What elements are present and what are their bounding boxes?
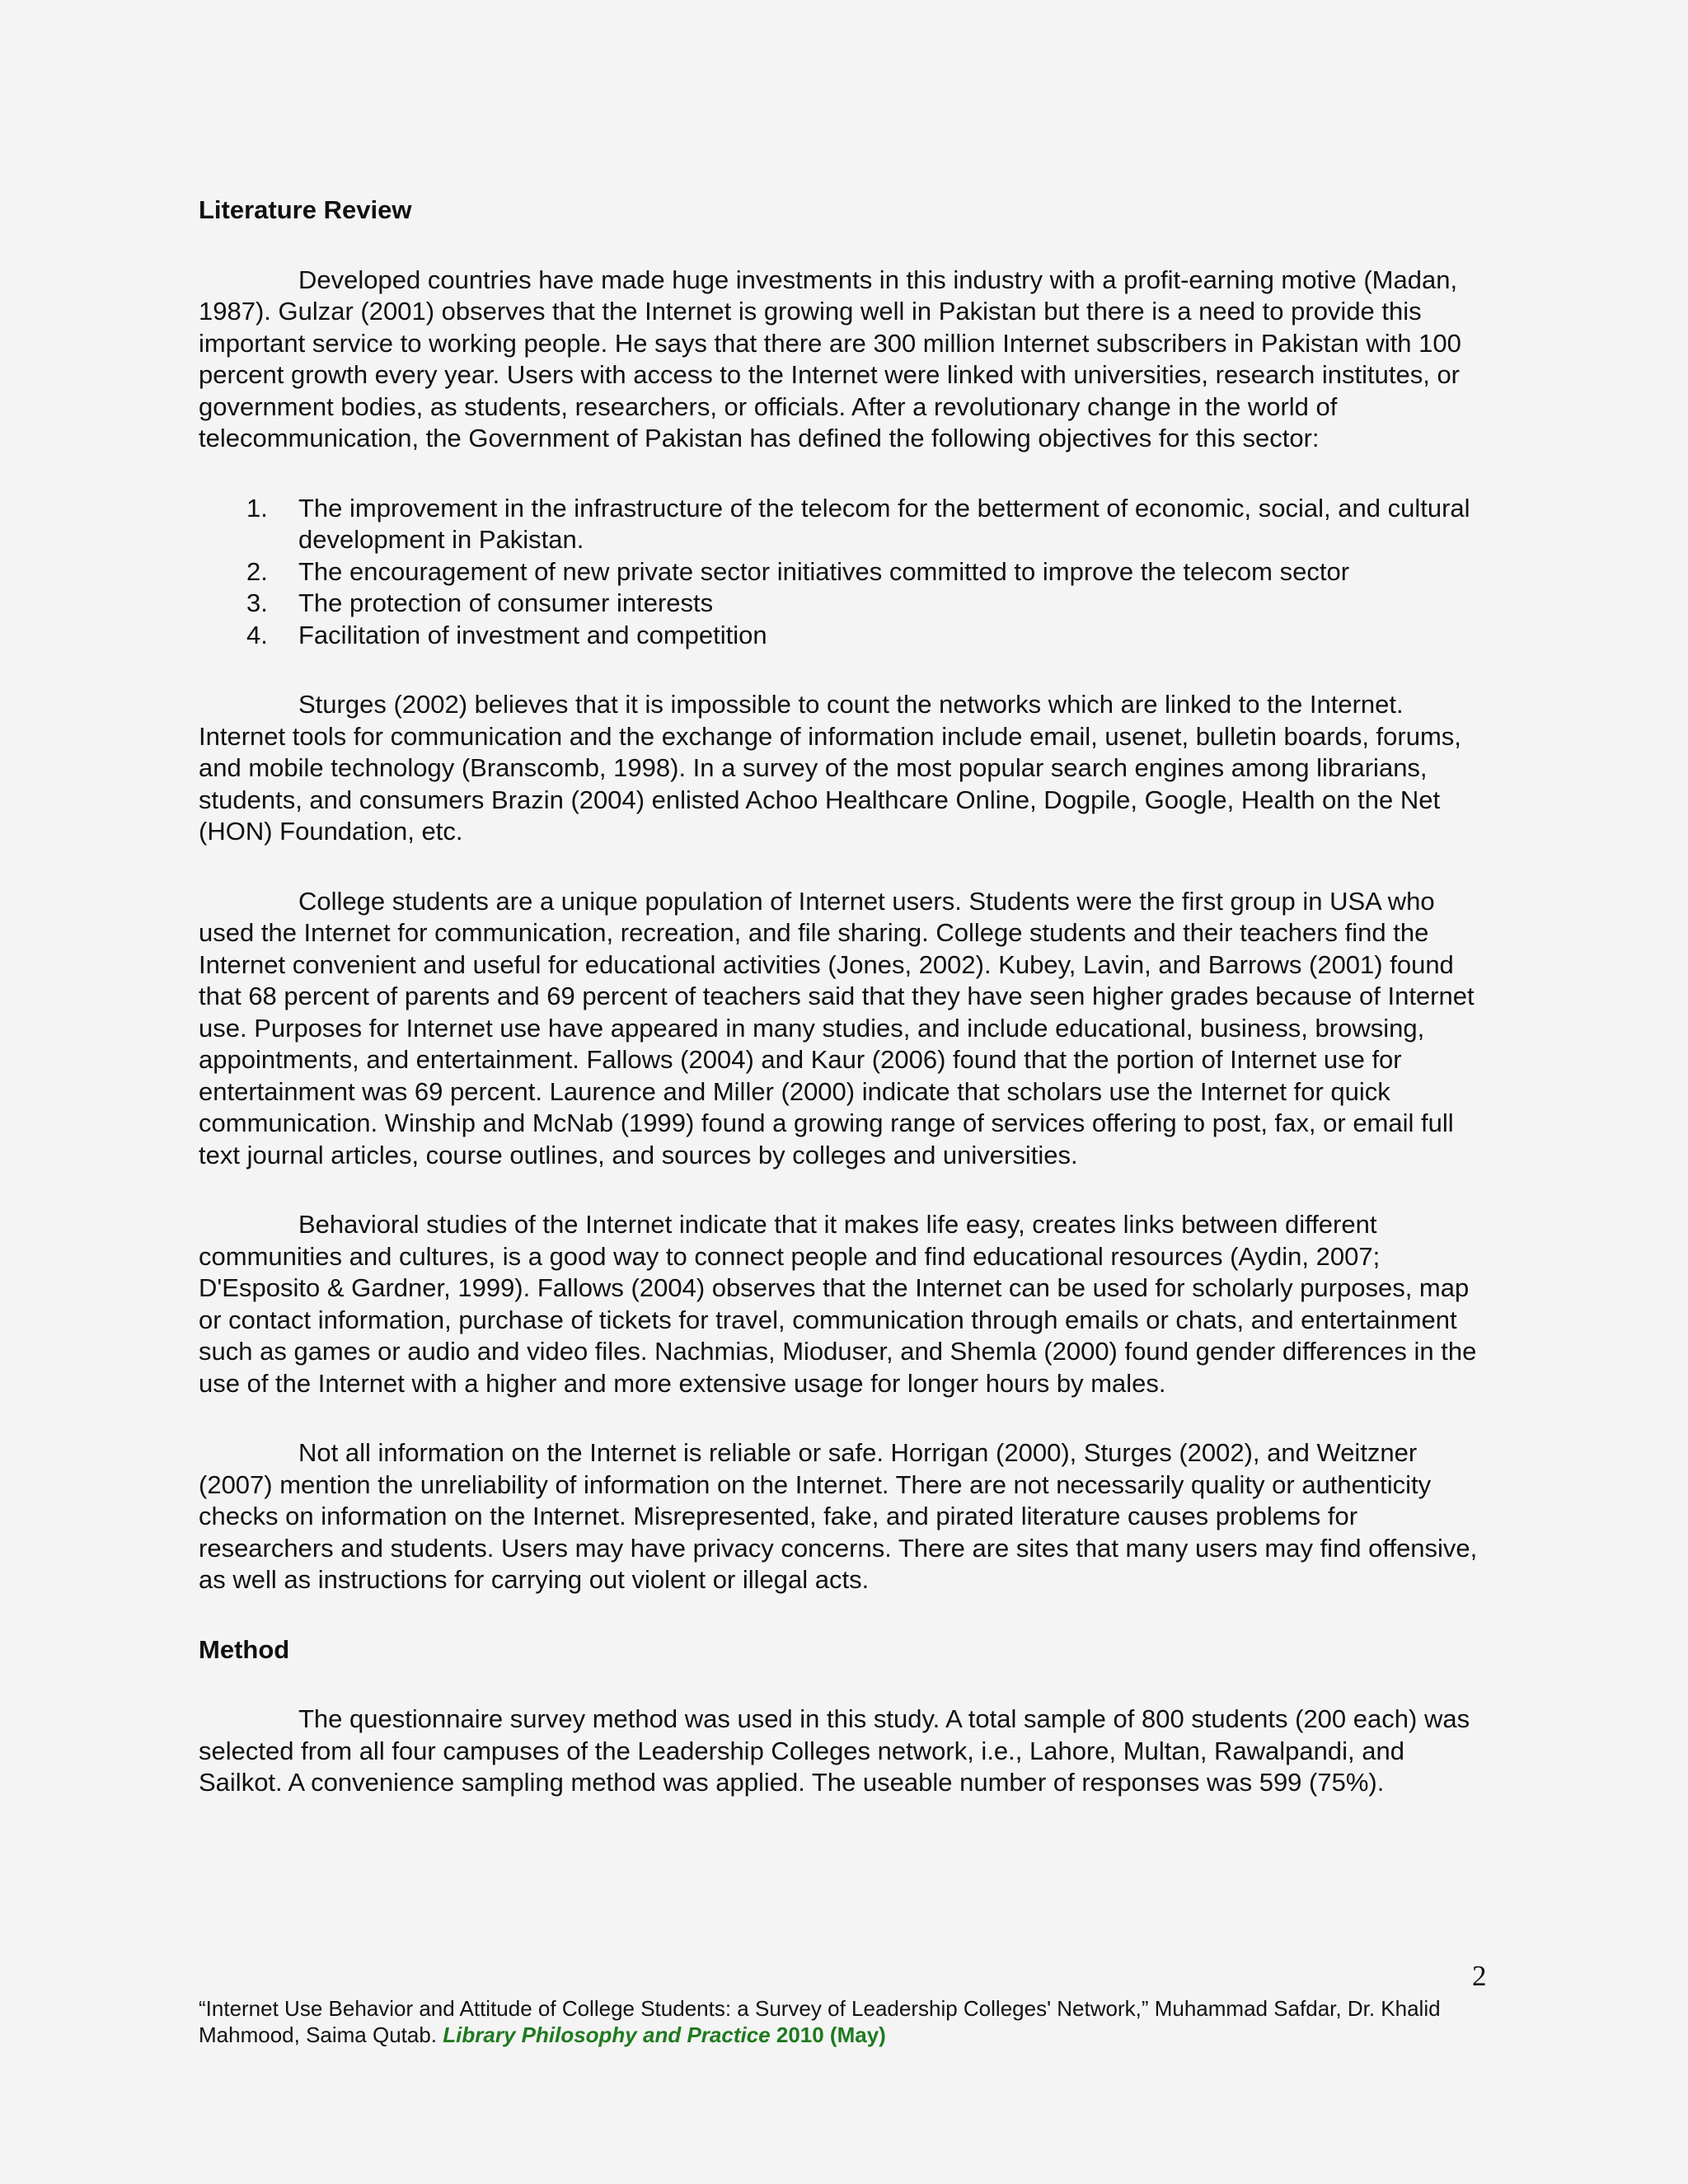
list-item-number: 4. <box>246 620 268 649</box>
list-item-number: 1. <box>246 493 268 523</box>
list-item <box>199 588 1493 620</box>
list-item <box>199 493 1493 556</box>
paragraph: Not all information on the Internet is reliable or safe. Horrigan (2000), Sturges (2002), and Weitzner (2007) mention the unreliability of information on the Internet. There are not necessarily quality or authenticity checks on information on the Internet. Misrepresented, fake, and pirated literature causes problems for researchers and students. Users may have privacy concerns. There are sites that many users may find offensive, as well as instructions for carrying out violent or illegal acts. <box>199 1438 1478 1594</box>
paragraph: Sturges (2002) believes that it is impossible to count the networks which are linked to the Internet. Internet tools for communication and the exchange of information include email, usenet, bulletin boards, forums, and mobile technology (Branscomb, 1998). In a survey of the most popular search engines among librarians, students, and consumers Brazin (2004) enlisted Achoo Healthcare Online, Dogpile, Google, Health on the Net (HON) Foundation, etc. <box>199 690 1461 846</box>
paragraph: Developed countries have made huge investments in this industry with a profit-earning motive (Madan, 1987). Gulzar (2001) observes that the Internet is growing well in Pakistan but there is a need to provide this important service to working people. He says that there are 300 million Internet subscribers in Pakistan with 100 percent growth every year. Users with access to the Internet were linked with universities, research institutes, or government bodies, as students, researchers, or officials. After a revolutionary change in the world of telecommunication, the Government of Pakistan has defined the following objectives for this sector: <box>199 265 1461 452</box>
section-heading-literature-review: Literature Review <box>199 195 412 224</box>
list-item-text: Facilitation of investment and competition <box>298 620 767 649</box>
paragraph: The questionnaire survey method was used in this study. A total sample of 800 students (200 each) was selected from all four campuses of the Leadership Colleges network, i.e., Lahore, Multan, Rawalpandi, and Sailkot. A convenience sampling method was applied. The useable number of responses was 599 (75%). <box>199 1704 1470 1797</box>
page-number: 2 <box>1472 1960 1487 1992</box>
paragraph: Behavioral studies of the Internet indicate that it makes life easy, creates links between different communities and cultures, is a good way to connect people and find educational resources (Aydin, 2007; D'Esposito & Gardner, 1999). Fallows (2004) observes that the Internet can be used for scholarly purposes, map or contact information, purchase of tickets for travel, communication through emails or chats, and entertainment such as games or audio and video files. Nachmias, Mioduser, and Shemla (2000) found gender differences in the use of the Internet with a higher and more extensive usage for longer hours by males. <box>199 1210 1477 1398</box>
list-item <box>199 620 1493 652</box>
objectives-list <box>199 493 1493 652</box>
list-item-text: The protection of consumer interests <box>298 588 714 617</box>
footer-citation-text: “Internet Use Behavior and Attitude of College Students: a Survey of Leadership Colleges' Network,” Muhammad Safdar, Dr. Khalid Mahmood, Saima Qutab. <box>199 1996 1441 2047</box>
paragraph: College students are a unique population of Internet users. Students were the first group in USA who used the Internet for communication, recreation, and file sharing. College students and their teachers find the Internet convenient and useful for educational activities (Jones, 2002). Kubey, Lavin, and Barrows (2001) found that 68 percent of parents and 69 percent of teachers said that they have seen higher grades because of Internet use. Purposes for Internet use have appeared in many studies, and include educational, business, browsing, appointments, and entertainment. Fallows (2004) and Kaur (2006) found that the portion of Internet use for entertainment was 69 percent. Laurence and Miller (2000) indicate that scholars use the Internet for quick communication. Winship and McNab (1999) found a growing range of services offering to post, fax, or email full text journal articles, course outlines, and sources by colleges and universities. <box>199 886 1475 1169</box>
footer-citation <box>199 1995 1501 2048</box>
footer-journal-name: Library Philosophy and Practice <box>443 2022 771 2047</box>
document-body <box>199 194 1493 1799</box>
list-item-number: 3. <box>246 588 268 617</box>
list-item-text: The encouragement of new private sector initiatives committed to improve the telecom sector <box>298 556 1350 586</box>
footer-journal-issue: 2010 (May) <box>776 2022 886 2047</box>
list-item-text: The improvement in the infrastructure of the telecom for the betterment of economic, social, and cultural development in Pakistan. <box>298 493 1470 554</box>
list-item-number: 2. <box>246 556 268 586</box>
list-item <box>199 556 1493 588</box>
section-heading-method: Method <box>199 1634 290 1664</box>
